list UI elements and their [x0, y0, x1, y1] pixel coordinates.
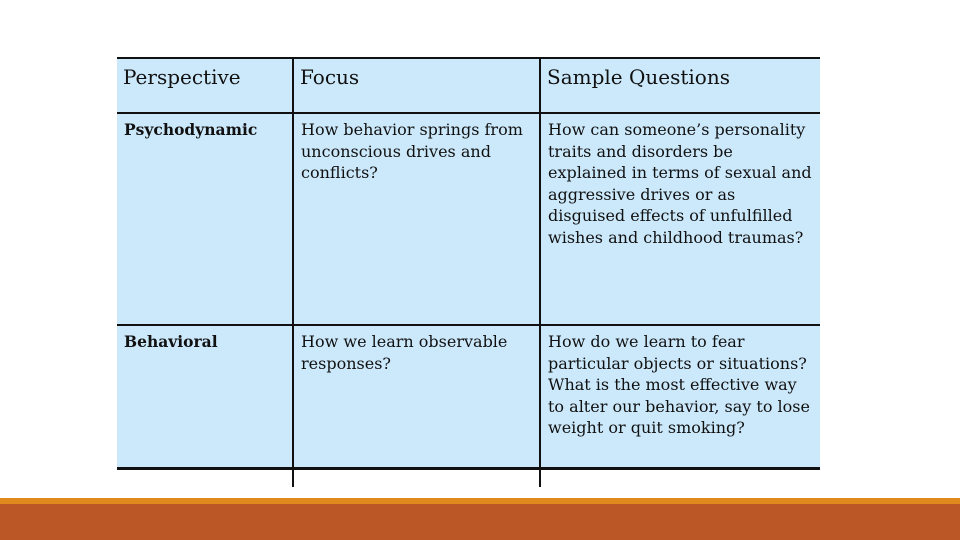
table-row	[117, 325, 820, 487]
header-focus: Focus	[293, 59, 540, 113]
table-row	[117, 113, 820, 325]
focus-cell: How we learn observable responses?	[293, 325, 540, 487]
perspectives-grid	[117, 59, 820, 487]
focus-cell: How behavior springs from unconscious drives and conflicts?	[293, 113, 540, 325]
perspective-cell: Behavioral	[124, 332, 218, 351]
table-header-row	[117, 59, 820, 113]
header-sample-questions: Sample Questions	[540, 59, 820, 113]
perspective-cell: Psychodynamic	[117, 113, 293, 325]
footer-bar	[0, 504, 960, 540]
question-cell: How can someone’s personality traits and disorders be explained in terms of sexual and aggressive drives or as disguised effects of unfulfilled wishes and childhood traumas?	[540, 113, 820, 325]
header-perspective: Perspective	[117, 59, 293, 113]
perspectives-table	[117, 57, 820, 470]
question-cell: How do we learn to fear particular objects or situations? What is the most effective way to alter our behavior, say to lose weight or quit smoking?	[540, 325, 820, 487]
